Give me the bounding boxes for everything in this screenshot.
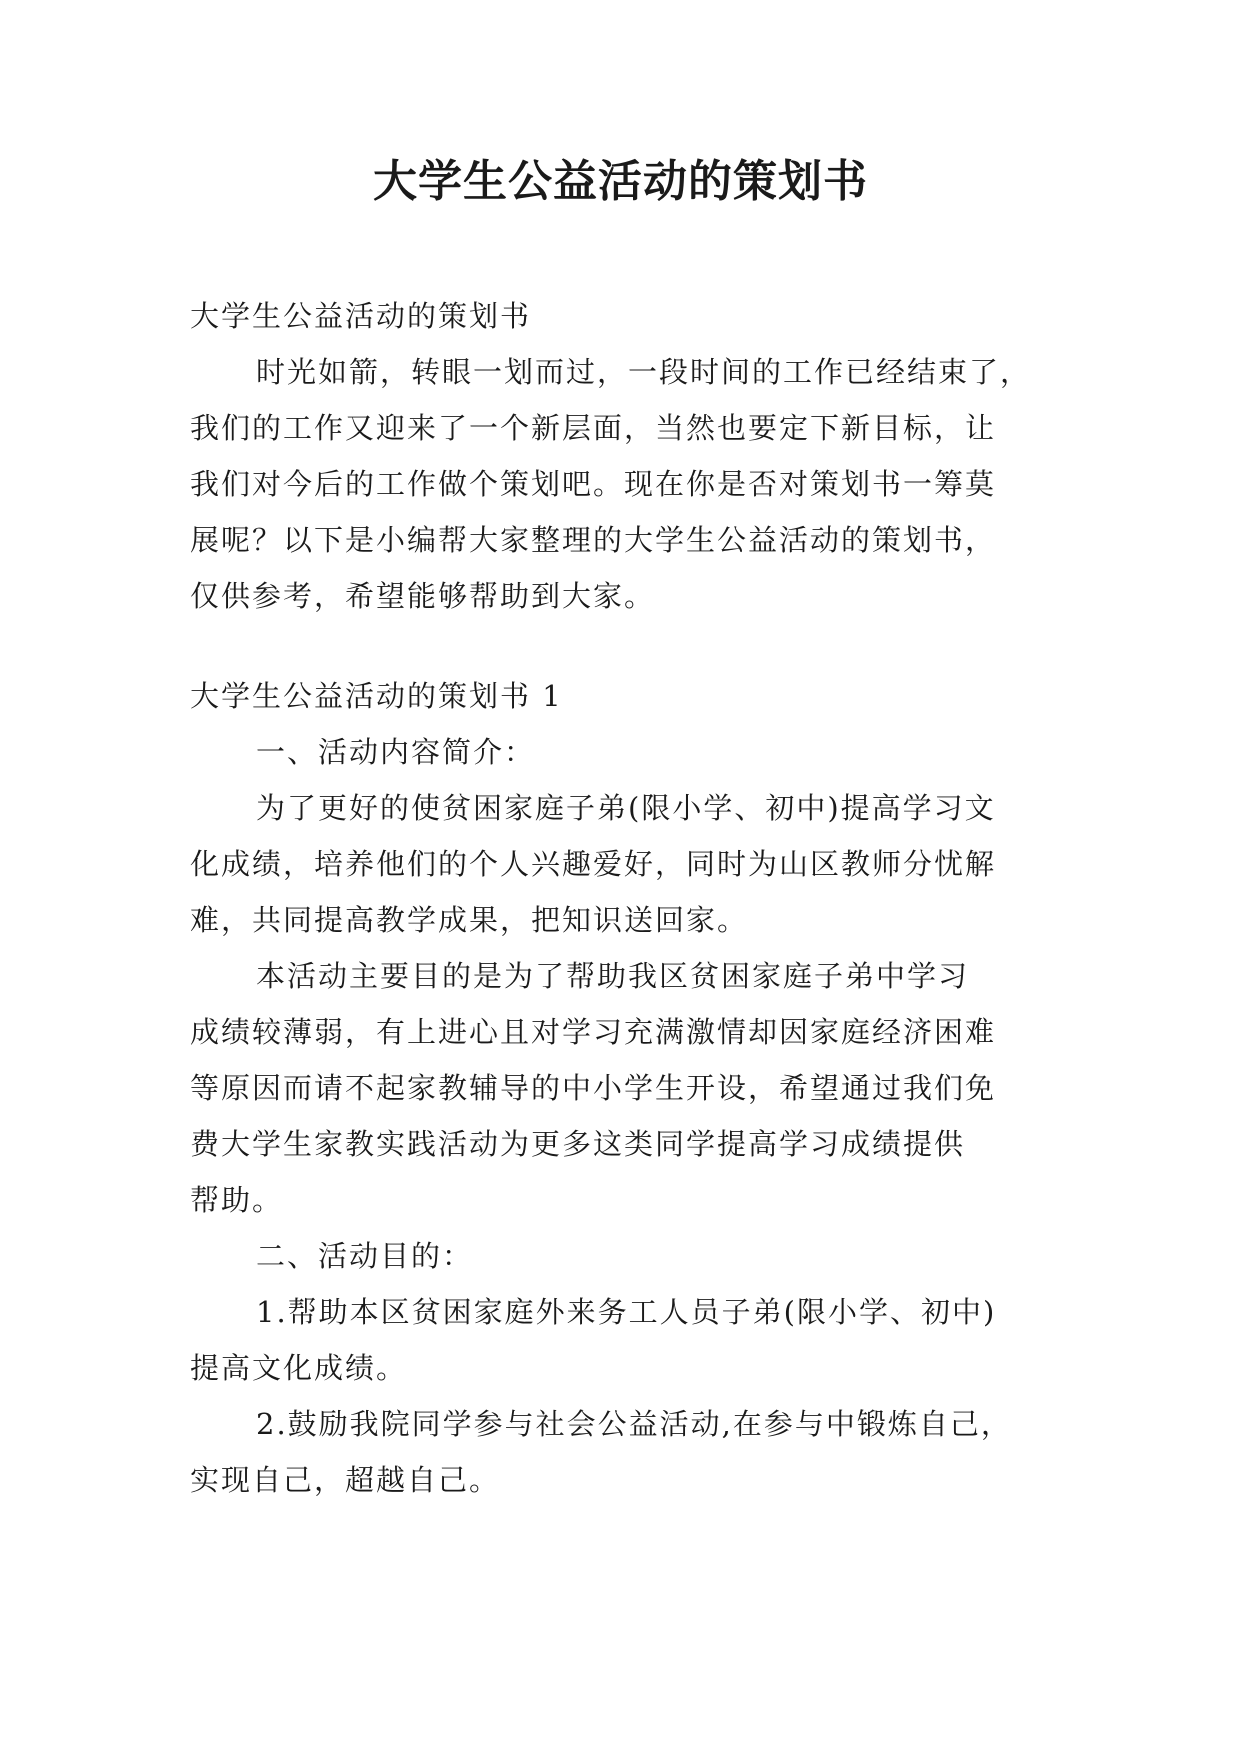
paragraph-line: 化成绩，培养他们的个人兴趣爱好，同时为山区教师分忧解 — [190, 847, 997, 881]
part-heading: 二、活动目的： — [256, 1239, 474, 1273]
part-heading: 一、活动内容简介： — [256, 735, 536, 769]
intro-line: 仅供参考，希望能够帮助到大家。 — [190, 579, 656, 613]
section-heading: 大学生公益活动的策划书 1 — [190, 679, 563, 713]
paragraph-line: 成绩较薄弱，有上进心且对学习充满激情却因家庭经济困难 — [190, 1015, 997, 1049]
document-body — [190, 288, 1070, 1508]
paragraph-line: 等原因而请不起家教辅导的中小学生开设，希望通过我们免 — [190, 1071, 997, 1105]
intro-line: 时光如箭，转眼一划而过，一段时间的工作已经结束了， — [256, 355, 1032, 389]
paragraph-line: 为了更好的使贫困家庭子弟(限小学、初中)提高学习文 — [256, 791, 996, 825]
document-title: 大学生公益活动的策划书 — [373, 156, 868, 207]
goal-line: 实现自己，超越自己。 — [190, 1463, 501, 1497]
paragraph-line: 本活动主要目的是为了帮助我区贫困家庭子弟中学习 — [256, 959, 970, 993]
subtitle: 大学生公益活动的策划书 — [190, 299, 532, 333]
paragraph-line: 帮助。 — [190, 1183, 284, 1217]
intro-line: 我们的工作又迎来了一个新层面，当然也要定下新目标，让 — [190, 411, 997, 445]
goal-line: 提高文化成绩。 — [190, 1351, 408, 1385]
paragraph-line: 难，共同提高教学成果，把知识送回家。 — [190, 903, 749, 937]
section-gap — [190, 624, 1070, 668]
intro-line: 我们对今后的工作做个策划吧。现在你是否对策划书一筹莫 — [190, 467, 997, 501]
goal-line: 1.帮助本区贫困家庭外来务工人员子弟(限小学、初中) — [256, 1295, 997, 1329]
intro-line: 展呢？以下是小编帮大家整理的大学生公益活动的策划书， — [190, 523, 997, 557]
paragraph-line: 费大学生家教实践活动为更多这类同学提高学习成绩提供 — [190, 1127, 966, 1161]
goal-line: 2.鼓励我院同学参与社会公益活动,在参与中锻炼自己， — [256, 1407, 1012, 1441]
